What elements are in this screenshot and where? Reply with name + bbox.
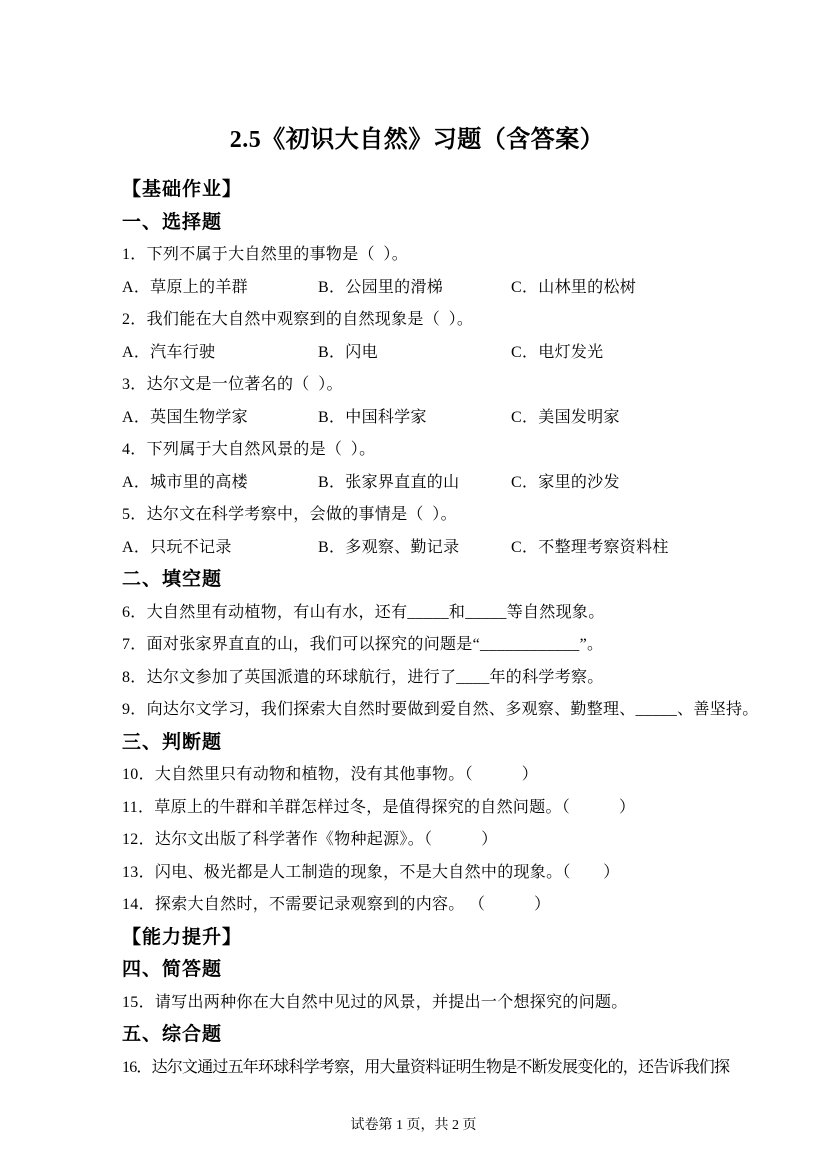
question-4-option-c: C．家里的沙发 xyxy=(511,473,620,491)
question-4-options xyxy=(122,467,712,500)
question-1-option-a: A．草原上的羊群 xyxy=(122,278,248,296)
question-4-option-a: A．城市里的高楼 xyxy=(122,473,248,491)
question-2-options xyxy=(122,337,712,370)
question-5-options xyxy=(122,532,712,565)
part-header-fill: 二、填空题 xyxy=(122,569,223,590)
question-7: 7．面对张家界直直的山，我们可以探究的问题是“____________”。 xyxy=(122,636,604,653)
question-3-option-a: A．英国生物学家 xyxy=(122,408,248,426)
question-9: 9．向达尔文学习，我们探索大自然时要做到爱自然、多观察、勤整理、_____、善坚持。 xyxy=(122,701,759,718)
question-11: 11．草原上的牛群和羊群怎样过冬，是值得探究的自然问题。（ ） xyxy=(122,798,636,816)
section-header-advanced: 【能力提升】 xyxy=(122,926,243,948)
question-1-option-b: B．公园里的滑梯 xyxy=(318,278,444,296)
question-3-option-c: C．美国发明家 xyxy=(511,408,620,426)
question-16: 16．达尔文通过五年环球科学考察，用大量资料证明生物是不断发展变化的，还告诉我们探 xyxy=(122,1058,730,1076)
part-header-judge: 三、判断题 xyxy=(122,731,223,753)
page-footer: 试卷第 1 页，共 2 页 xyxy=(350,1118,477,1133)
question-2-option-c: C．电灯发光 xyxy=(511,343,604,361)
question-6: 6．大自然里有动植物，有山有水，还有_____和_____等自然现象。 xyxy=(122,603,605,621)
question-15: 15．请写出两种你在大自然中见过的风景，并提出一个想探究的问题。 xyxy=(122,993,628,1011)
question-13: 13．闪电、极光都是人工制造的现象，不是大自然中的现象。（ ） xyxy=(122,863,620,881)
question-5-option-c: C．不整理考察资料柱 xyxy=(511,538,669,556)
question-10: 10．大自然里只有动物和植物，没有其他事物。（ ） xyxy=(122,766,539,783)
section-header-basic: 【基础作业】 xyxy=(122,179,243,200)
question-2: 2．我们能在大自然中观察到的自然现象是（ ）。 xyxy=(122,311,474,328)
page-content xyxy=(122,118,759,1084)
page-title: 2.5《初识大自然》习题（含答案） xyxy=(229,127,605,153)
part-header-short-answer: 四、简答题 xyxy=(122,959,223,980)
question-4-option-b: B．张家界直直的山 xyxy=(318,473,460,491)
question-3-option-b: B．中国科学家 xyxy=(318,408,427,426)
question-8: 8．达尔文参加了英国派遣的环球航行，进行了____年的科学考察。 xyxy=(122,668,604,686)
question-3-options xyxy=(122,402,712,435)
question-12: 12．达尔文出版了科学著作《物种起源》。（ ） xyxy=(122,831,498,848)
question-14: 14．探索大自然时，不需要记录观察到的内容。 （ ） xyxy=(122,896,551,913)
question-1-options xyxy=(122,272,712,305)
question-2-option-a: A．汽车行驶 xyxy=(122,343,216,361)
question-2-option-b: B．闪电 xyxy=(318,343,378,361)
question-5-option-b: B．多观察、勤记录 xyxy=(318,538,460,556)
question-3: 3．达尔文是一位著名的（ ）。 xyxy=(122,376,343,393)
question-1: 1．下列不属于大自然里的事物是（ ）。 xyxy=(122,246,409,263)
question-5-option-a: A．只玩不记录 xyxy=(122,538,232,556)
question-5: 5．达尔文在科学考察中，会做的事情是（ ）。 xyxy=(122,506,457,523)
question-1-option-c: C．山林里的松树 xyxy=(511,278,637,296)
part-header-choice: 一、选择题 xyxy=(122,211,223,233)
part-header-comprehensive: 五、综合题 xyxy=(122,1024,223,1045)
question-4: 4．下列属于大自然风景的是（ ）。 xyxy=(122,441,376,458)
